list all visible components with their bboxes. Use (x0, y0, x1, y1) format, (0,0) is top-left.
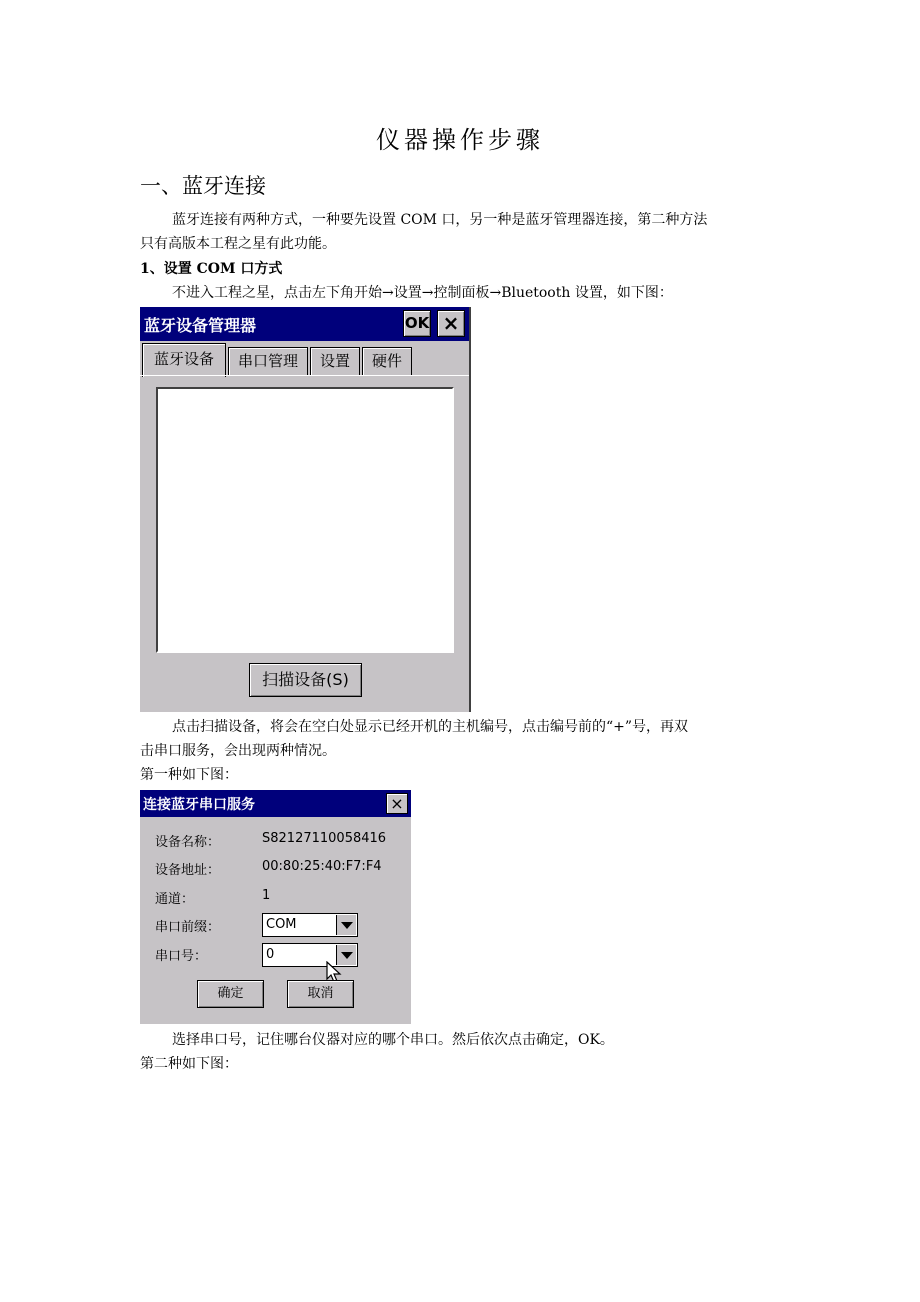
port-prefix-select[interactable] (262, 913, 358, 937)
port-number-label: 串口号： (155, 949, 208, 964)
tab-divider (140, 375, 469, 376)
window-titlebar (140, 307, 469, 341)
paragraph-line: 击串口服务，会出现两种情况。 (140, 743, 336, 759)
paragraph-line: 蓝牙连接有两种方式，一种要先设置 COM 口，另一种是蓝牙管理器连接，第二种方法 (172, 212, 708, 228)
paragraph-line: 点击扫描设备，将会在空白处显示已经开机的主机编号，点击编号前的“+”号，再双 (172, 719, 689, 735)
port-prefix-value: COM (266, 917, 297, 932)
confirm-button[interactable]: 确定 (197, 980, 264, 1008)
document-title: 仪器操作步骤 (376, 126, 544, 154)
dialog-title: 连接蓝牙串口服务 (143, 797, 255, 813)
paragraph-line: 只有高版本工程之星有此功能。 (140, 236, 336, 252)
tab-bluetooth-devices[interactable]: 蓝牙设备 (142, 343, 226, 377)
tab-port-management[interactable]: 串口管理 (228, 347, 308, 375)
chevron-down-icon[interactable] (336, 915, 356, 935)
scan-devices-button[interactable]: 扫描设备(S) (249, 663, 362, 697)
window-title: 蓝牙设备管理器 (144, 316, 257, 335)
channel-value: 1 (262, 888, 271, 903)
device-name-value: S82127110058416 (262, 831, 387, 846)
tab-settings[interactable]: 设置 (310, 347, 360, 375)
cancel-button[interactable]: 取消 (287, 980, 354, 1008)
paragraph-line: 不进入工程之星，点击左下角开始→设置→控制面板→Bluetooth 设置，如下图： (172, 285, 673, 301)
device-address-label: 设备地址： (155, 863, 221, 878)
tab-hardware[interactable]: 硬件 (362, 347, 412, 375)
port-prefix-label: 串口前缀： (155, 920, 221, 935)
case-label: 第二种如下图： (140, 1056, 238, 1072)
case-label: 第一种如下图： (140, 767, 238, 783)
port-number-value: 0 (266, 947, 275, 962)
device-name-label: 设备名称： (155, 835, 221, 850)
section-heading: 一、蓝牙连接 (140, 174, 266, 198)
dialog-titlebar (140, 790, 411, 817)
channel-label: 通道： (155, 892, 195, 907)
subsection-heading: 1、设置 COM 口方式 (140, 261, 283, 277)
ok-button[interactable]: OK (403, 310, 431, 337)
bluetooth-manager-window (140, 307, 471, 712)
close-icon[interactable]: × (386, 793, 408, 814)
serial-service-dialog (140, 790, 411, 1024)
paragraph-line: 选择串口号，记住哪台仪器对应的哪个串口。然后依次点击确定，OK。 (172, 1032, 614, 1048)
device-address-value: 00:80:25:40:F7:F4 (262, 859, 382, 874)
device-list[interactable] (156, 387, 454, 653)
close-icon[interactable]: × (437, 310, 465, 337)
